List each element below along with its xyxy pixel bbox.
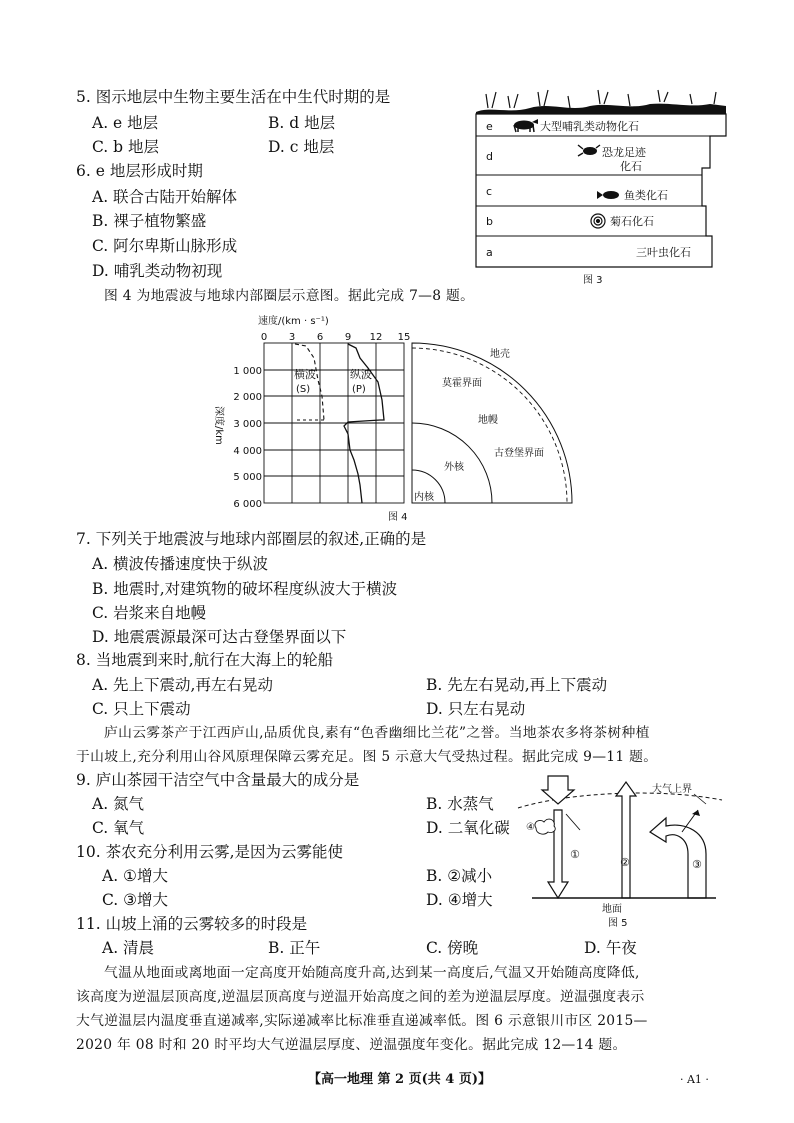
intro-12-14-line-2: 该高度为逆温层顶高度,逆温层顶高度与逆温开始高度之间的差为逆温层厚度。逆温强度表示 (76, 989, 645, 1005)
s-wave-label: 横波 (294, 368, 316, 381)
layer-b-letter: b (486, 215, 493, 228)
marker-3: ③ (692, 858, 702, 871)
figure-4-caption: 图 4 (388, 512, 408, 523)
q7-option-d: D. 地震震源最深可达古登堡界面以下 (92, 628, 347, 646)
q6-option-a: A. 联合古陆开始解体 (92, 188, 238, 206)
q9-option-a: A. 氮气 (92, 795, 145, 813)
marker-2: ② (620, 856, 630, 869)
intro-9-11-line-1: 庐山云雾茶产于江西庐山,品质优良,素有“色香幽细比兰花”之誉。当地茶农多将茶树种植 (104, 725, 650, 741)
y-tick-1000: 1 000 (233, 366, 262, 377)
q10-option-d: D. ④增大 (426, 891, 493, 909)
mantle-label: 地幔 (478, 415, 498, 426)
q6-option-b: B. 裸子植物繁盛 (92, 212, 207, 230)
layer-c-letter: c (486, 185, 493, 198)
q5-option-c: C. b 地层 (92, 138, 160, 156)
arrow-1 (542, 776, 574, 898)
intro-12-14-line-4: 2020 年 08 时和 20 时平均大气逆温层厚度、逆温强度年变化。据此完成 12—14 题。 (76, 1037, 627, 1053)
mammal-icon (514, 119, 538, 132)
inner-core-label: 内核 (414, 492, 434, 503)
p-wave-abbr: (P) (352, 384, 366, 395)
intro-12-14-line-1: 气温从地面或离地面一定高度开始随高度升高,达到某一高度后,气温又开始随高度降低, (104, 965, 640, 981)
q8-option-d: D. 只左右晃动 (426, 700, 526, 718)
figure-4-seismic (210, 310, 590, 528)
q10-stem: 10. 茶农充分利用云雾,是因为云雾能使 (76, 843, 344, 861)
q11-option-a: A. 清晨 (102, 939, 155, 957)
q9-stem: 9. 庐山茶园干洁空气中含量最大的成分是 (76, 771, 360, 789)
q7-stem: 7. 下列关于地震波与地球内部圈层的叙述,正确的是 (76, 530, 427, 548)
q5-stem: 5. 图示地层中生物主要生活在中生代时期的是 (76, 88, 391, 106)
marker-1: ① (570, 848, 580, 861)
y-tick-4000: 4 000 (233, 446, 262, 457)
layer-c-label: 鱼类化石 (624, 189, 668, 202)
q7-option-b: B. 地震时,对建筑物的破坏程度纵波大于横波 (92, 580, 398, 598)
outer-core-label: 外核 (444, 462, 464, 473)
fish-icon (597, 191, 619, 199)
q11-option-d: D. 午夜 (584, 939, 637, 957)
q10-option-c: C. ③增大 (102, 891, 169, 909)
moho-label: 莫霍界面 (442, 378, 482, 389)
q7-option-c: C. 岩浆来自地幔 (92, 604, 207, 622)
layer-a-label: 三叶虫化石 (636, 246, 691, 259)
gutenberg-label: 古登堡界面 (494, 448, 544, 459)
s-wave-abbr: (S) (296, 384, 311, 395)
marker-4: ④ (526, 822, 535, 833)
x-tick-15: 15 (397, 332, 411, 343)
q10-option-a: A. ①增大 (102, 867, 168, 885)
q5-option-a: A. e 地层 (92, 114, 159, 132)
layer-d-label-2: 化石 (620, 160, 642, 173)
q5-option-d: D. c 地层 (268, 138, 335, 156)
layer-d-label-1: 恐龙足迹 (602, 146, 646, 159)
ground-label: 地面 (602, 904, 622, 915)
q11-stem: 11. 山坡上涌的云雾较多的时段是 (76, 915, 308, 933)
speed-axis-label: 速度/(km · s⁻¹) (258, 316, 329, 327)
y-tick-3000: 3 000 (233, 419, 262, 430)
q8-option-c: C. 只上下震动 (92, 700, 191, 718)
q6-option-d: D. 哺乳类动物初现 (92, 262, 223, 280)
y-tick-5000: 5 000 (233, 472, 262, 483)
figure-5-atmosphere (510, 770, 730, 928)
y-tick-2000: 2 000 (233, 392, 262, 403)
intro-9-11-line-2: 于山坡上,充分利用山谷风原理保障云雾充足。图 5 示意大气受热过程。据此完成 9—11 题。 (76, 749, 658, 765)
layer-e-label: 大型哺乳类动物化石 (540, 120, 639, 133)
p-wave-label: 纵波 (350, 368, 372, 381)
arrow-2 (616, 782, 636, 898)
intro-12-14-line-3: 大气逆温层内温度垂直递减率,实际递减率比标准垂直递减率低。图 6 示意银川市区 2015— (76, 1013, 648, 1029)
q9-option-b: B. 水蒸气 (426, 795, 494, 813)
q6-option-c: C. 阿尔卑斯山脉形成 (92, 237, 238, 255)
q11-option-b: B. 正午 (268, 939, 321, 957)
intro-7-8: 图 4 为地震波与地球内部圈层示意图。据此完成 7—8 题。 (104, 288, 475, 304)
layer-d-letter: d (486, 150, 493, 163)
q7-option-a: A. 横波传播速度快于纵波 (92, 555, 269, 573)
y-tick-6000: 6 000 (233, 499, 262, 510)
figure-3-strata (470, 84, 740, 288)
atmosphere-top-label: 大气上界 (652, 784, 692, 795)
layer-a-letter: a (486, 246, 493, 259)
q11-option-c: C. 傍晚 (426, 939, 479, 957)
crust-label: 地壳 (490, 349, 510, 360)
q10-option-b: B. ②减小 (426, 867, 493, 885)
page-footer: 【高一地理 第 2 页(共 4 页)】 (308, 1072, 492, 1087)
layer-e-letter: e (486, 120, 493, 133)
x-tick-6: 6 (316, 332, 324, 343)
q5-option-b: B. d 地层 (268, 114, 336, 132)
q9-option-c: C. 氧气 (92, 819, 145, 837)
q8-stem: 8. 当地震到来时,航行在大海上的轮船 (76, 651, 334, 669)
depth-axis-label: 深度/km (213, 406, 224, 445)
layer-b-label: 菊石化石 (610, 215, 654, 228)
q9-option-d: D. 二氧化碳 (426, 819, 510, 837)
x-tick-3: 3 (288, 332, 296, 343)
x-tick-12: 12 (369, 332, 383, 343)
x-tick-0: 0 (260, 332, 268, 343)
figure-5-caption: 图 5 (608, 918, 628, 928)
q8-option-a: A. 先上下震动,再左右晃动 (92, 676, 273, 694)
dinosaur-footprint-icon (578, 145, 600, 156)
ammonite-icon (591, 214, 605, 228)
q6-stem: 6. e 地层形成时期 (76, 162, 203, 180)
q8-option-b: B. 先左右晃动,再上下震动 (426, 676, 608, 694)
figure-3-caption: 图 3 (583, 275, 603, 286)
x-tick-9: 9 (344, 332, 352, 343)
paper-code: · A1 · (680, 1073, 709, 1086)
